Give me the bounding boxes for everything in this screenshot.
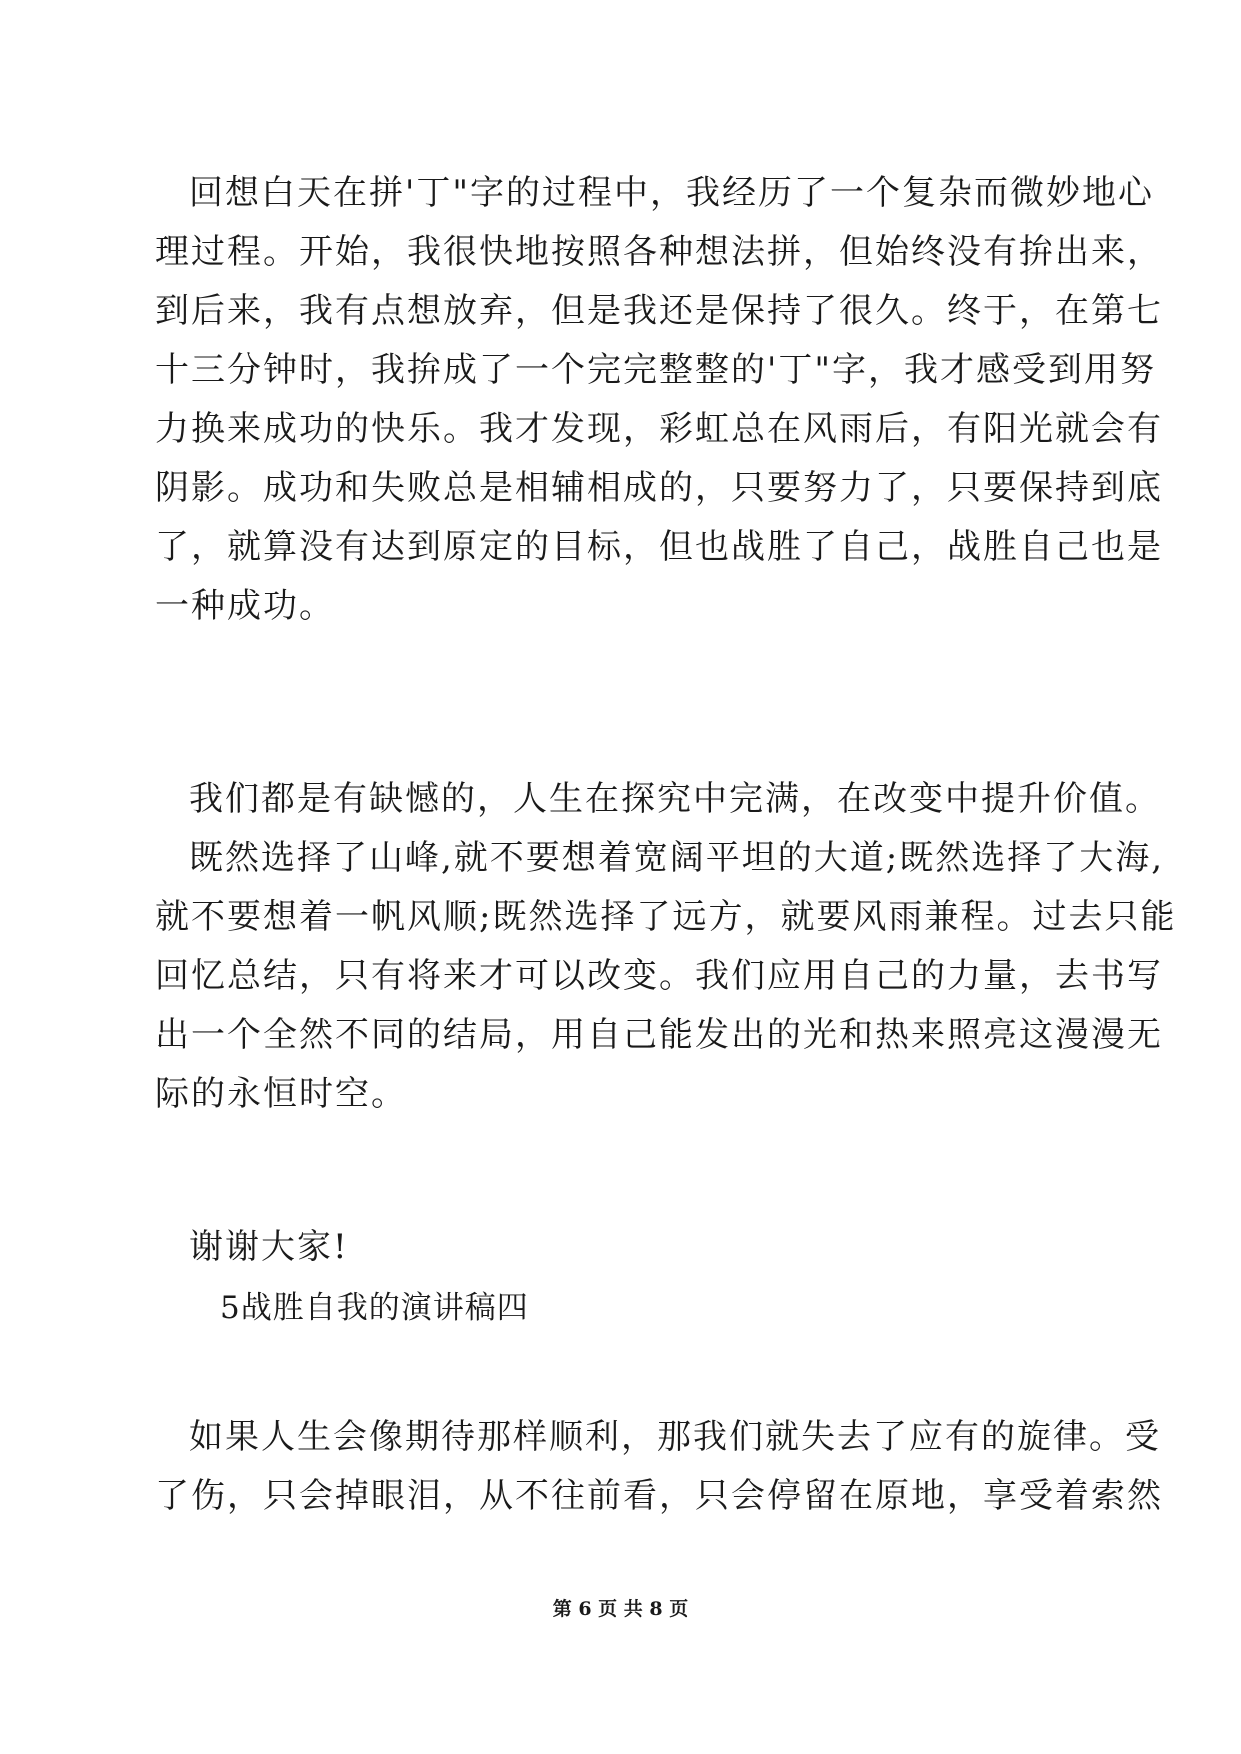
paragraph-line: 阴影。成功和失败总是相辅相成的，只要努力了，只要保持到底 [155,468,1163,508]
paragraph-line: 了伤，只会掉眼泪，从不往前看，只会停留在原地，享受着索然 [155,1476,1163,1516]
paragraph-line: 理过程。开始，我很快地按照各种想法拼，但始终没有拚出来， [155,232,1163,272]
paragraph-line: 我们都是有缺憾的，人生在探究中完满，在改变中提升价值。 [189,779,1161,819]
paragraph-2 [155,770,1177,1124]
paragraph-line: 力换来成功的快乐。我才发现，彩虹总在风雨后，有阳光就会有 [155,409,1163,449]
paragraph-1 [155,164,1163,636]
section-heading: 5战胜自我的演讲稿四 [220,1290,529,1326]
paragraph-line: 十三分钟时，我拚成了一个完完整整的'丁"字，我才感受到用努 [155,350,1156,390]
paragraph-line: 如果人生会像期待那样顺利，那我们就失去了应有的旋律。受 [189,1417,1161,1457]
paragraph-line: 回想白天在拼'丁"字的过程中，我经历了一个复杂而微妙地心 [189,173,1154,213]
paragraph-line: 出一个全然不同的结局，用自己能发出的光和热来照亮这漫漫无 [155,1015,1163,1055]
paragraph-line: 就不要想着一帆风顺;既然选择了远方，就要风雨兼程。过去只能 [155,897,1177,937]
paragraph-line: 到后来，我有点想放弃，但是我还是保持了很久。终于，在第七 [155,291,1163,331]
paragraph-line: 既然选择了山峰,就不要想着宽阔平坦的大道;既然选择了大海, [189,838,1165,878]
closing-text: 谢谢大家! [189,1227,349,1267]
paragraph-line: 一种成功。 [155,586,335,626]
paragraph-3 [155,1408,1163,1526]
paragraph-line: 回忆总结，只有将来才可以改变。我们应用自己的力量，去书写 [155,956,1163,996]
closing-line [155,1218,1095,1277]
paragraph-line: 际的永恒时空。 [155,1074,407,1114]
page-footer: 第 6 页 共 8 页 [552,1598,689,1620]
paragraph-line: 了，就算没有达到原定的目标，但也战胜了自己，战胜自己也是 [155,527,1163,567]
